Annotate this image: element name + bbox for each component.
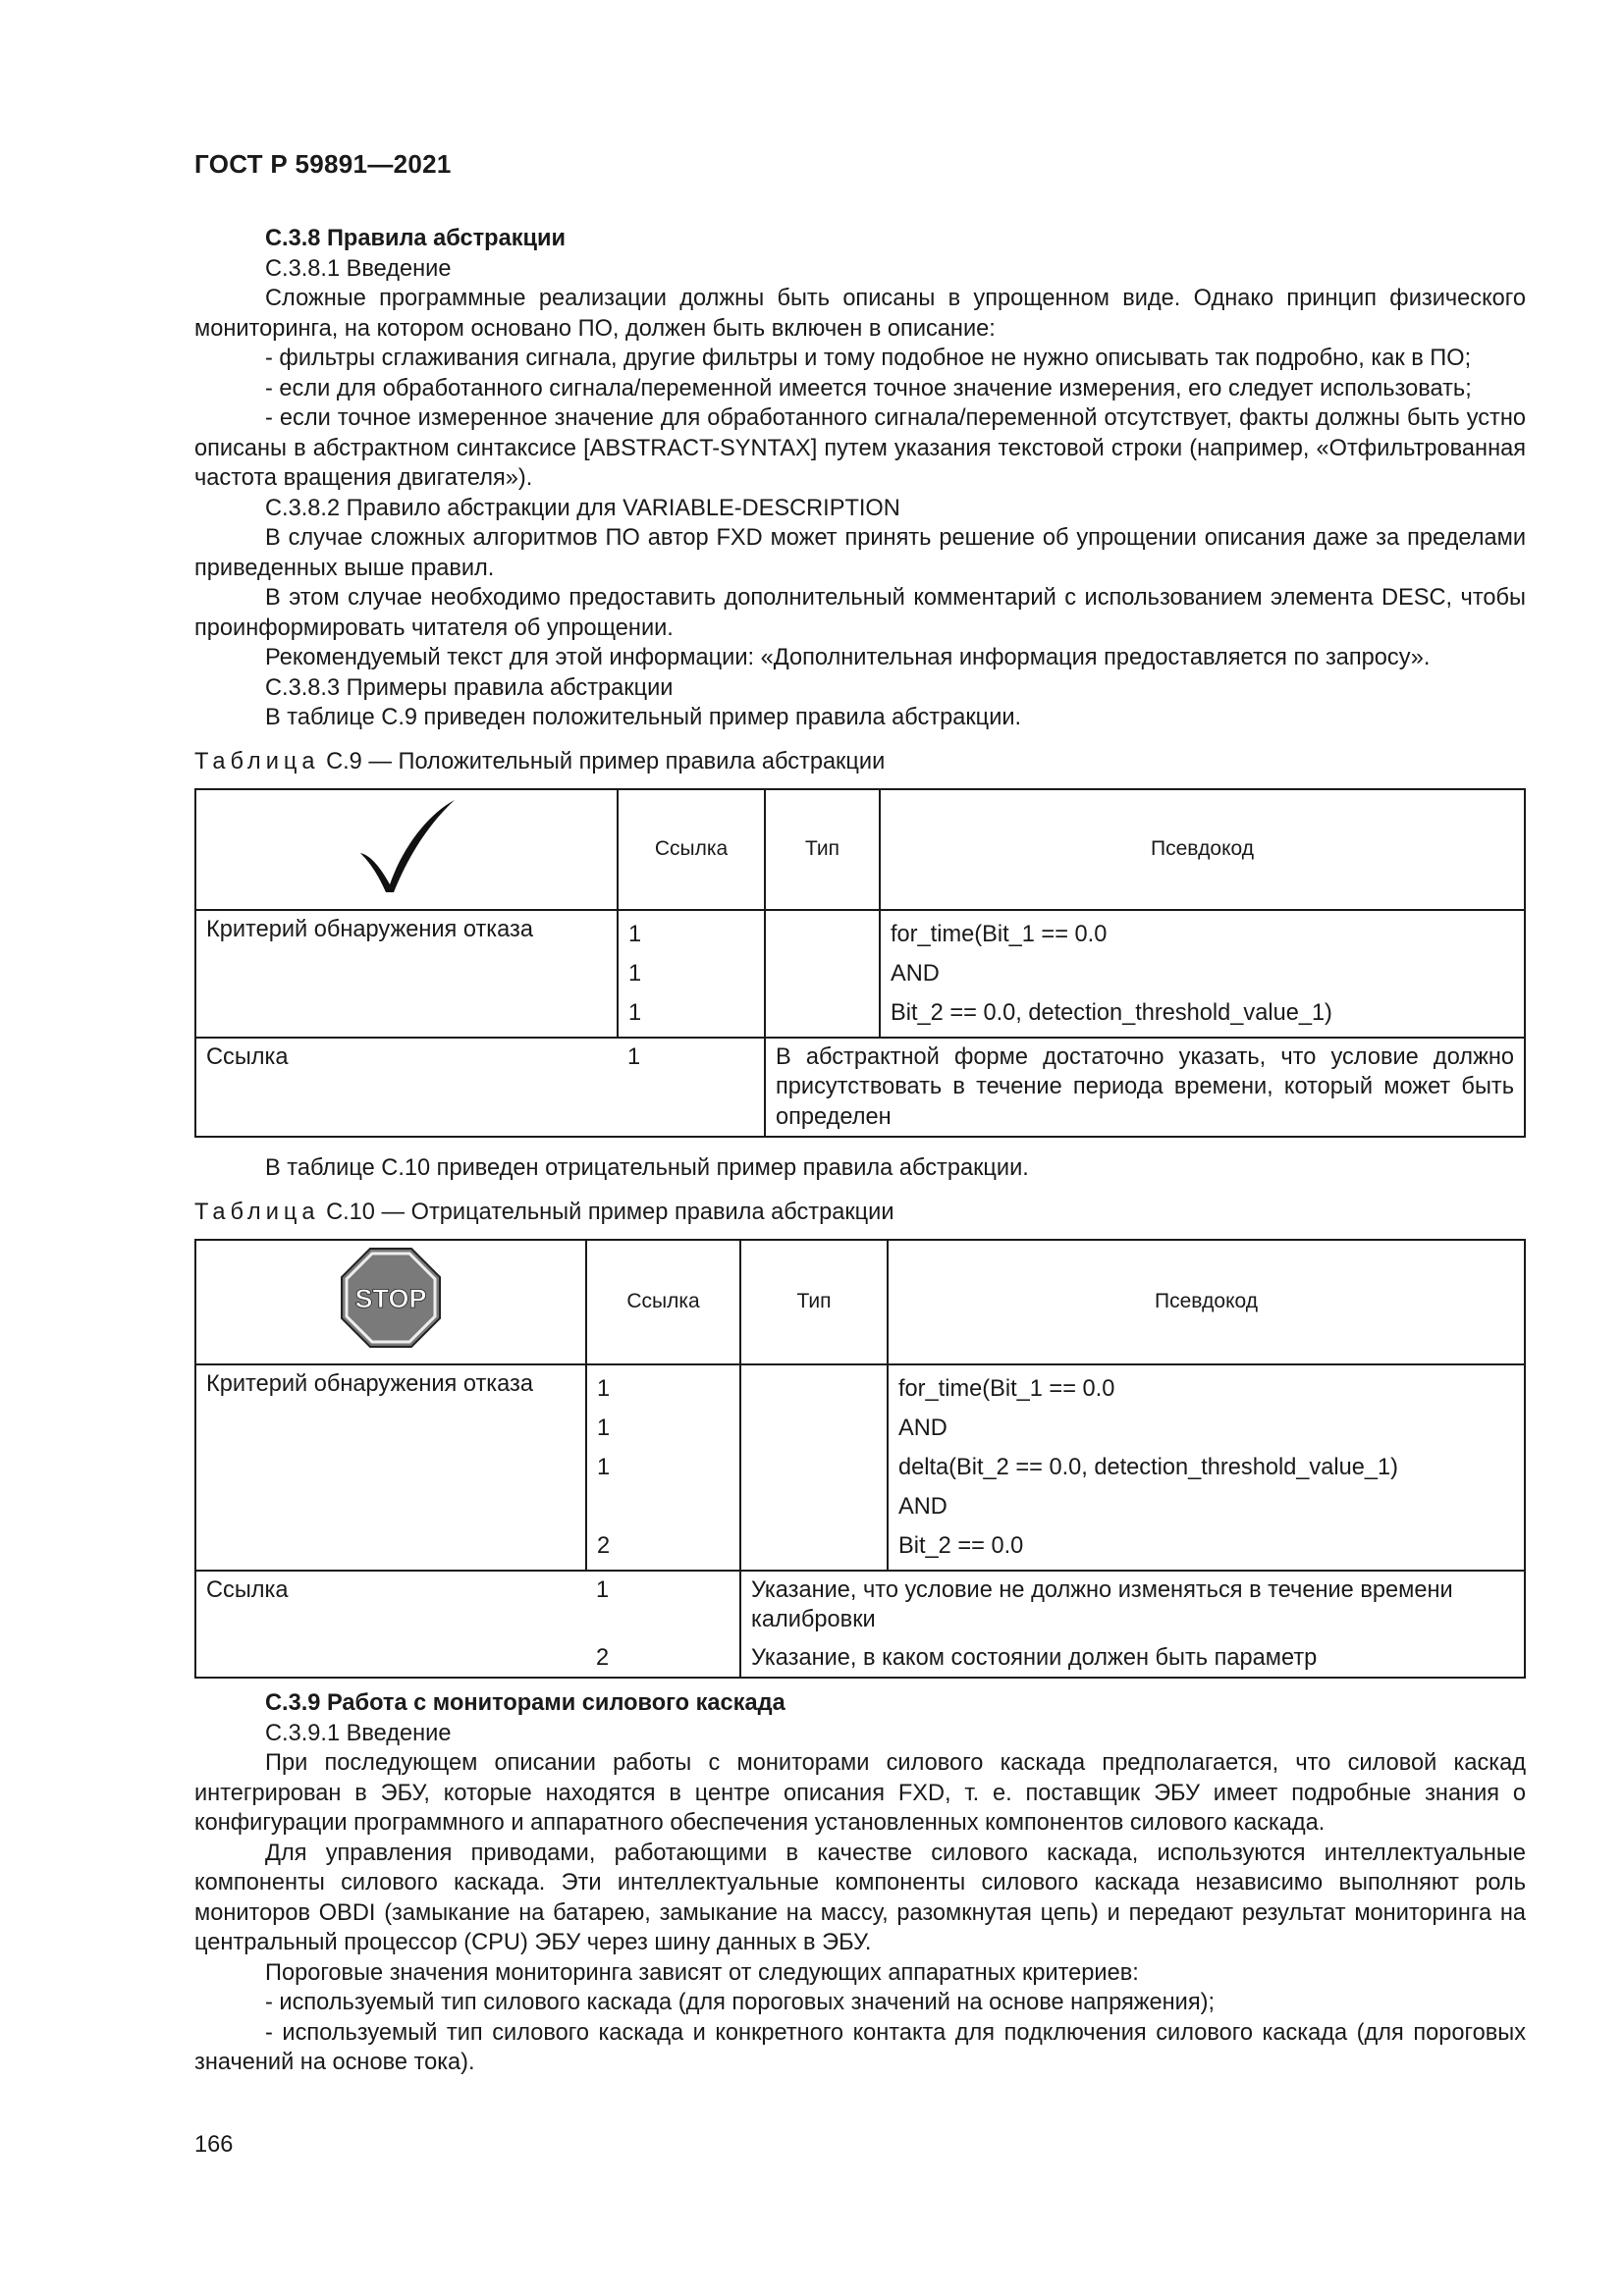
code-line: AND <box>898 1493 947 1520</box>
header-type: Тип <box>740 1240 888 1364</box>
ref-cell <box>586 1364 740 1571</box>
list-item: - если для обработанного сигнала/переменной имеется точное значение измерения, его следует использовать; <box>265 375 1472 401</box>
subsection-c382: С.3.8.2 Правило абстракции для VARIABLE-DESCRIPTION <box>265 495 900 521</box>
stop-sign-icon <box>340 1284 442 1355</box>
section-heading-c39: С.3.9 Работа с мониторами силового каскада <box>265 1690 785 1716</box>
table-caption-c10 <box>194 1198 1526 1228</box>
ref-value: 1 <box>586 1571 740 1639</box>
paragraph: При последующем описании работы с мониторами силового каскада предполагается, что силовой каскад интегрирован в ЭБУ, которые находятся в центре описания FXD, т. е. поставщик ЭБУ имеет подробные знания о конфигурации программного и аппаратного обеспечения установленных компонентов силового каскада. <box>194 1750 1526 1836</box>
table-icon-cell <box>195 1240 586 1364</box>
description-cell: Указание, что условие не должно изменяться в течение времени калибровки <box>740 1571 1525 1639</box>
code-line: Bit_2 == 0.0 <box>898 1532 1024 1559</box>
paragraph: Рекомендуемый текст для этой информации: «Дополнительная информация предоставляется по запросу». <box>265 645 1431 670</box>
table-c10 <box>194 1239 1526 1679</box>
ref-value: 1 <box>628 960 642 987</box>
checkmark-icon <box>352 875 460 900</box>
paragraph: В этом случае необходимо предоставить дополнительный комментарий с использованием элемента DESC, чтобы проинформировать читателя об упрощении. <box>194 585 1526 641</box>
ref-value: 2 <box>597 1532 611 1559</box>
header-ref: Ссылка <box>586 1240 740 1364</box>
type-cell <box>740 1364 888 1571</box>
paragraph: Сложные программные реализации должны быть описаны в упрощенном виде. Однако принцип физического мониторинга, на котором основано ПО, должен быть включен в описание: <box>194 286 1526 342</box>
table-c9 <box>194 788 1526 1138</box>
caption-text: С.10 — Отрицательный пример правила абстракции <box>326 1199 894 1225</box>
row-label: Ссылка <box>195 1038 618 1138</box>
list-item: - фильтры сглаживания сигнала, другие фильтры и тому подобное не нужно описывать так подробно, как в ПО; <box>265 346 1472 371</box>
list-item: - используемый тип силового каскада и конкретного контакта для подключения силового каскада (для пороговых значений на основе тока). <box>194 2019 1526 2075</box>
table-icon-cell <box>195 789 618 910</box>
table-caption-c9 <box>194 747 1526 777</box>
subsection-c381: С.3.8.1 Введение <box>265 255 452 282</box>
pseudo-cell <box>880 910 1525 1038</box>
type-cell <box>765 910 880 1038</box>
header-type: Тип <box>765 789 880 910</box>
description-cell: В абстрактной форме достаточно указать, что условие должно присутствовать в течение периода времени, который может быть определен <box>765 1038 1525 1138</box>
header-pseudo: Псевдокод <box>888 1240 1525 1364</box>
code-line: delta(Bit_2 == 0.0, detection_threshold_value_1) <box>898 1454 1398 1480</box>
subsection-c391: С.3.9.1 Введение <box>265 1720 452 1746</box>
caption-word: Таблица <box>194 1199 320 1225</box>
ref-cell <box>618 910 765 1038</box>
row-label: Ссылка <box>195 1571 586 1639</box>
ref-value: 1 <box>597 1454 611 1480</box>
header-ref: Ссылка <box>618 789 765 910</box>
list-item: - используемый тип силового каскада (для пороговых значений на основе напряжения); <box>265 1990 1216 2015</box>
document-header: ГОСТ Р 59891—2021 <box>194 149 452 179</box>
empty-cell <box>195 1639 586 1679</box>
ref-value: 1 <box>597 1415 611 1441</box>
code-line: AND <box>891 960 940 987</box>
paragraph: В случае сложных алгоритмов ПО автор FXD может принять решение об упрощении описания даже за пределами приведенных выше правил. <box>194 525 1526 581</box>
ref-value: 2 <box>586 1639 740 1679</box>
caption-text: С.9 — Положительный пример правила абстракции <box>326 748 886 774</box>
row-label: Критерий обнаружения отказа <box>195 910 618 1038</box>
caption-word: Таблица <box>194 748 320 774</box>
code-line: for_time(Bit_1 == 0.0 <box>898 1375 1115 1402</box>
ref-value: 1 <box>628 921 642 947</box>
list-item: - если точное измеренное значение для обработанного сигнала/переменной отсутствует, факты должны быть устно описаны в абстрактном синтаксисе [ABSTRACT-SYNTAX] путем указания текстовой строки (например, «Отфильтрованная частота вращения двигателя»). <box>194 405 1526 491</box>
code-line: for_time(Bit_1 == 0.0 <box>891 921 1108 947</box>
ref-value: 1 <box>628 999 642 1026</box>
paragraph: Для управления приводами, работающими в качестве силового каскада, используются интеллектуальные компоненты силового каскада. Эти интеллектуальные компоненты силового каскада независимо выполняют роль мониторов OBDI (замыкание на батарею, замыкание на массу, разомкнутая цепь) и передают результат мониторинга на центральный процессор (CPU) ЭБУ через шину данных в ЭБУ. <box>194 1840 1526 1955</box>
description-cell: Указание, в каком состоянии должен быть параметр <box>740 1639 1525 1679</box>
paragraph: В таблице С.9 приведен положительный пример правила абстракции. <box>265 705 1022 730</box>
header-pseudo: Псевдокод <box>880 789 1525 910</box>
ref-value <box>597 1487 730 1526</box>
page-content <box>194 224 1526 2078</box>
page-number: 166 <box>194 2132 234 2158</box>
row-label: Критерий обнаружения отказа <box>195 1364 586 1571</box>
section-heading-c38: С.3.8 Правила абстракции <box>265 226 567 251</box>
stop-sign-text: STOP <box>354 1284 427 1313</box>
ref-value: 1 <box>597 1375 611 1402</box>
paragraph: Пороговые значения мониторинга зависят от следующих аппаратных критериев: <box>265 1959 1139 1986</box>
paragraph: В таблице С.10 приведен отрицательный пример правила абстракции. <box>265 1155 1029 1181</box>
pseudo-cell <box>888 1364 1525 1571</box>
ref-value: 1 <box>618 1038 765 1138</box>
code-line: Bit_2 == 0.0, detection_threshold_value_1) <box>891 999 1332 1026</box>
subsection-c383: С.3.8.3 Примеры правила абстракции <box>265 674 674 701</box>
code-line: AND <box>898 1415 947 1441</box>
